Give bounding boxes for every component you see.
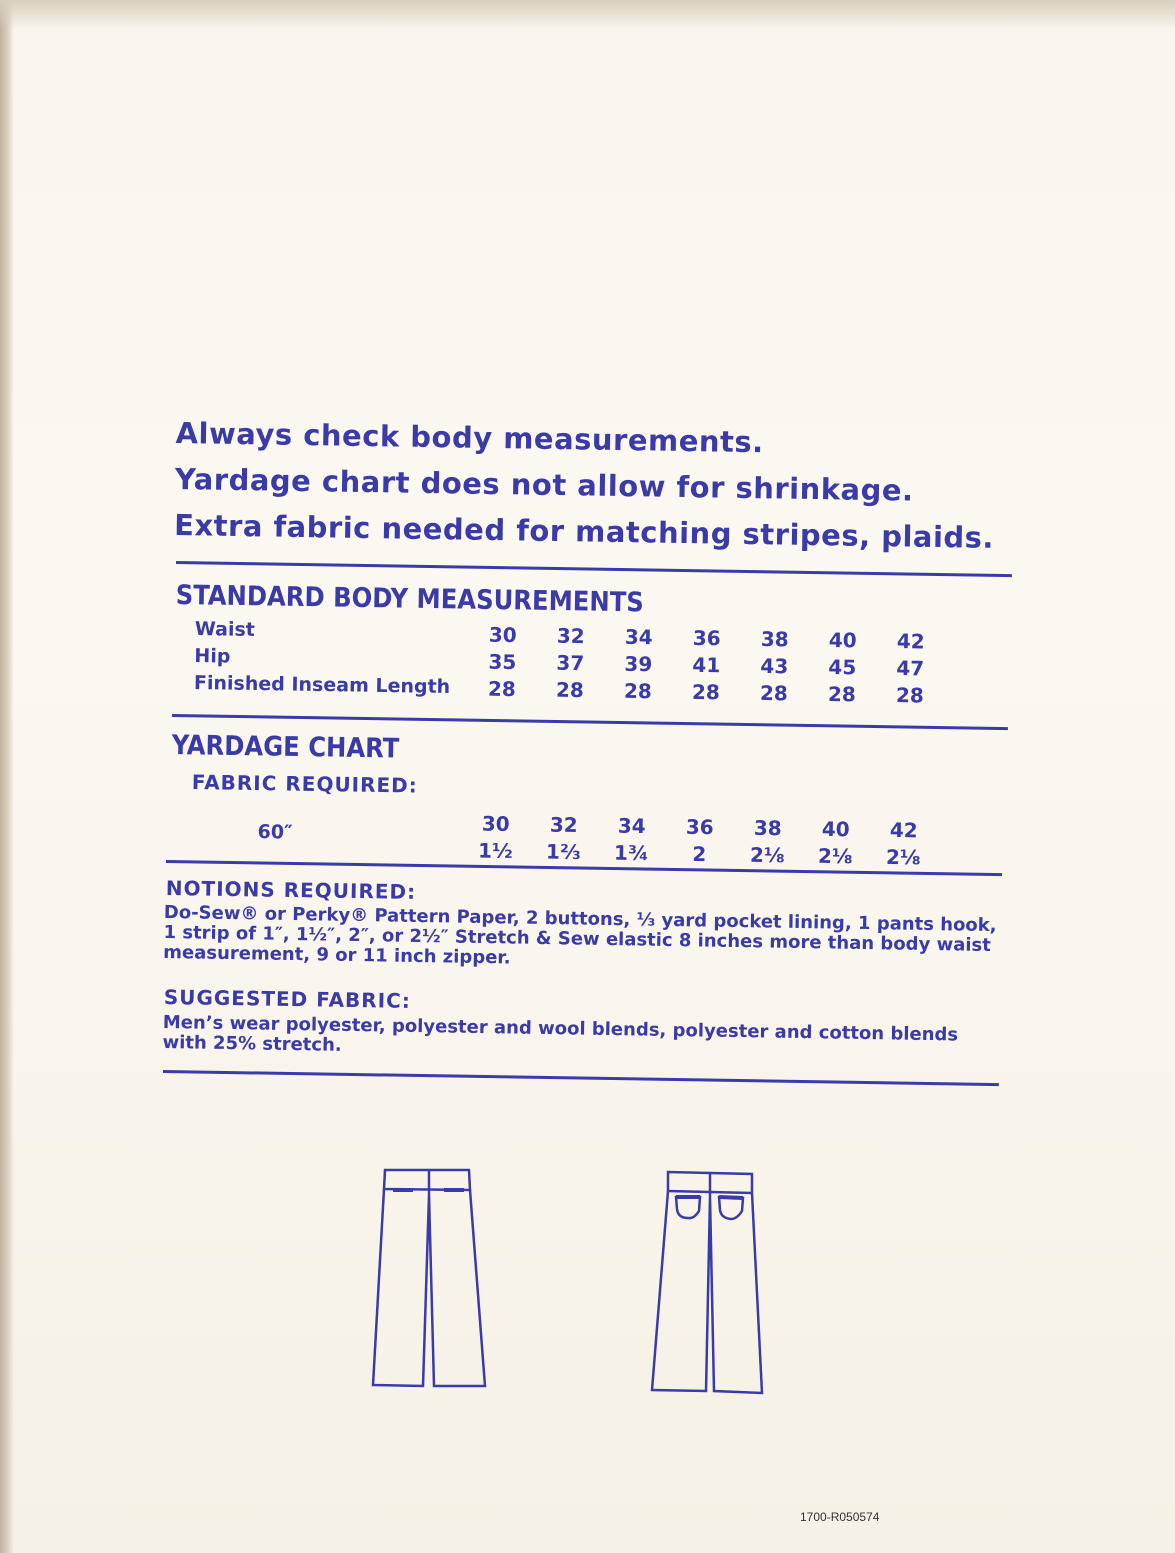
intro-line: Yardage chart does not allow for shrinkage. [174,461,914,508]
yardage-heading: YARDAGE CHART [171,730,400,765]
size-cell: 36 [685,814,714,840]
cell: 41 [692,652,721,678]
cell: 36 [692,625,721,651]
cell: 30 [488,622,517,648]
cell: 28 [759,680,789,706]
size-cell: 34 [617,813,646,839]
fabric-heading: SUGGESTED FABRIC: [163,985,412,1013]
cell: 40 [828,627,857,653]
amount-cell: 2 [692,841,707,867]
intro-notes [174,410,1006,561]
size-cell: 40 [821,816,850,842]
cell: 37 [556,650,585,676]
size-cell: 42 [889,817,918,843]
cell: 28 [895,683,924,708]
cell: 45 [828,654,857,680]
notions-text: Do-Sew® or Perky® Pattern Paper, 2 buttons, ⅓ yard pocket lining, 1 pants hook, 1 strip of 1″, 1½″, 2″, or 2½″ Stretch & Sew elastic 8 inches more than body waist measurement, 9 or 11 inch zipper. [163,902,997,969]
cell: 35 [488,649,517,675]
divider [176,561,1012,577]
cell: 28 [691,679,721,705]
row-label: Waist [194,618,256,641]
cell: 28 [487,676,517,702]
intro-line: Extra fabric needed for matching stripes, plaids. [173,507,995,555]
pants-front-sketch [368,1165,488,1395]
divider [163,1070,999,1086]
intro-line: Always check body measurements. [175,415,764,460]
amount-cell: 1⅔ [545,839,581,865]
amount-cell: 2⅛ [817,843,853,869]
cell: 28 [623,678,653,704]
fabric-text: Men’s wear polyester, polyester and wool blends, polyester and cotton blends with 25% stretch. [162,1012,959,1056]
cell: 28 [827,681,856,707]
pants-back-sketch [648,1165,768,1395]
cell: 28 [555,677,585,703]
divider [172,714,1008,730]
fabric-width: 60″ [257,820,293,844]
cell: 38 [760,626,789,652]
size-cell: 32 [549,812,578,838]
fabric-required-label: FABRIC REQUIRED: [191,770,418,798]
amount-cell: 1¾ [613,840,649,866]
amount-cell: 1½ [477,838,513,864]
row-label: Hip [194,644,231,668]
cell: 32 [556,623,585,649]
size-cell: 38 [753,815,782,841]
measurements-table [194,618,955,711]
cell: 42 [896,629,925,654]
cell: 47 [896,656,925,681]
measurements-heading: STANDARD BODY MEASUREMENTS [175,580,645,619]
row-label: Finished Inseam Length [193,671,451,699]
cell: 39 [624,651,653,677]
notions-heading: NOTIONS REQUIRED: [165,876,417,904]
cell: 43 [760,653,789,679]
pattern-code: 1700-R050574 [800,1510,880,1524]
size-cell: 30 [481,811,510,836]
amount-cell: 2⅛ [885,844,921,870]
amount-cell: 2⅛ [749,842,785,868]
cell: 34 [624,624,653,650]
